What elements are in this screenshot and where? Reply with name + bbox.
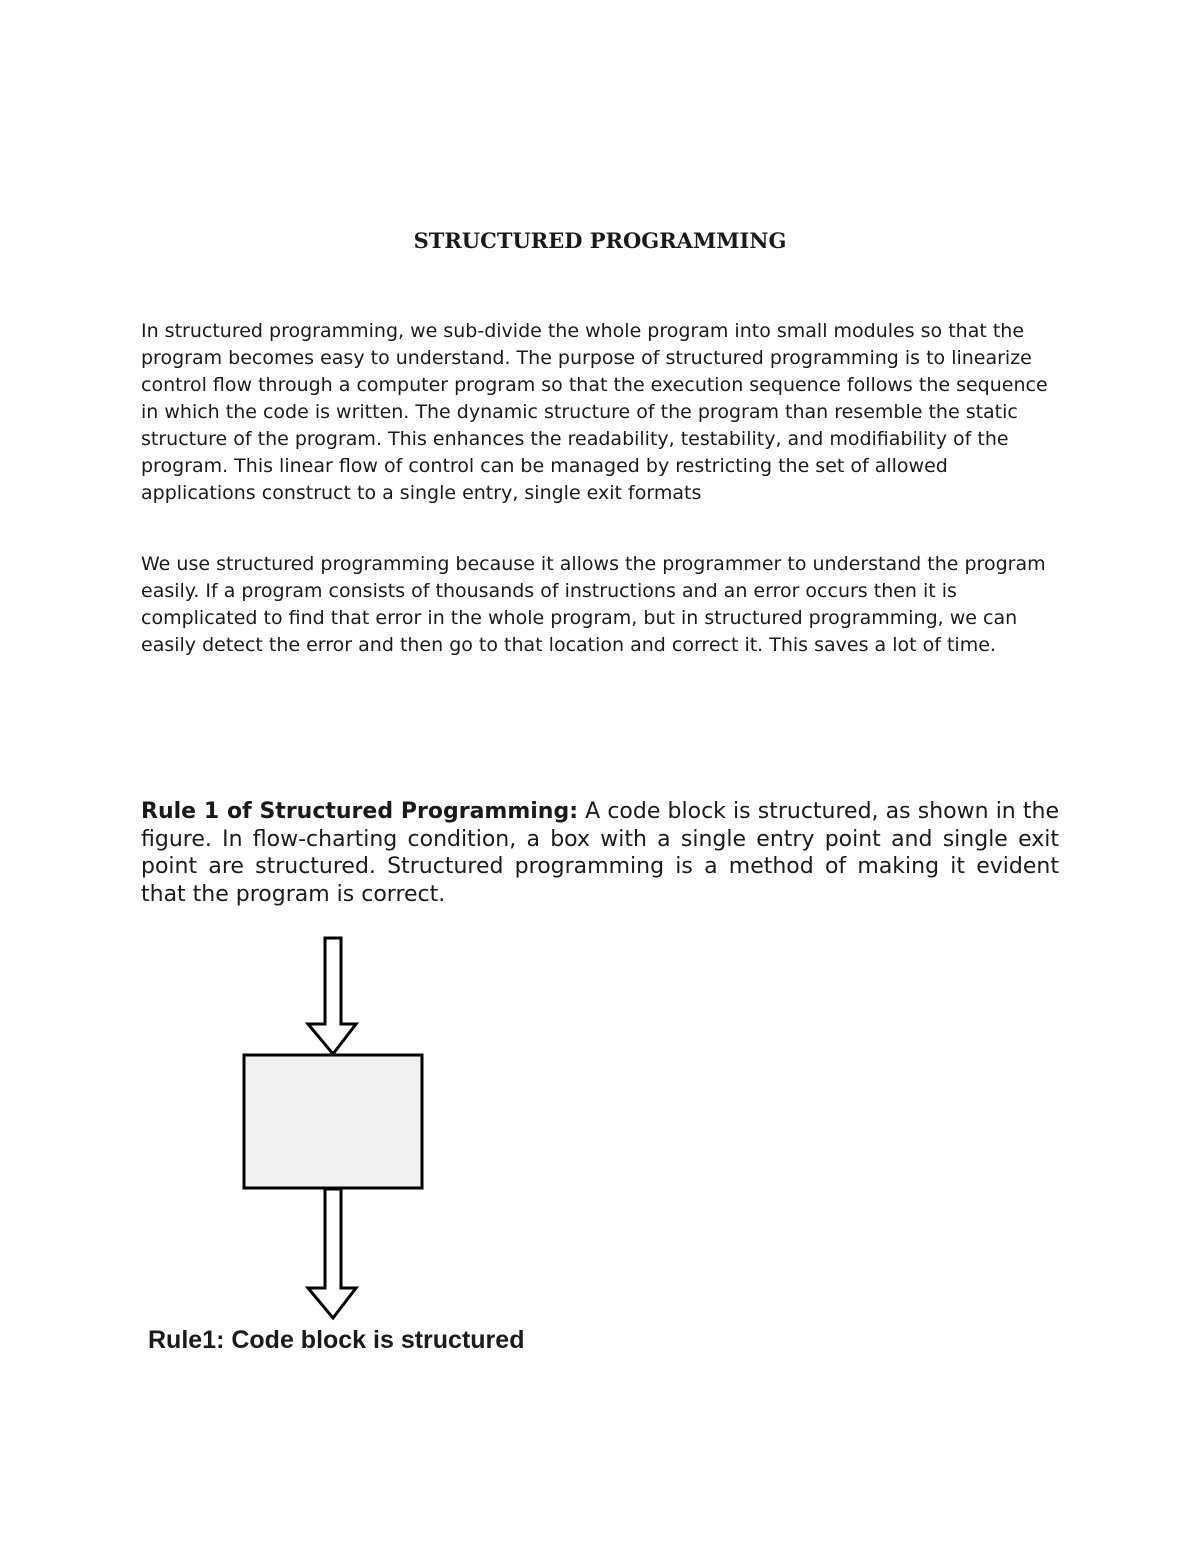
figure-caption: Rule1: Code block is structured [148, 1326, 525, 1354]
rule-1-text: A code block is structured, as shown in the figure. In flow-charting condition, a box with a single entry point and single exit point are structured. Structured programming is a method of making it evident that the program is correct. [141, 799, 1059, 907]
code-block-figure [140, 930, 580, 1370]
reason-paragraph: We use structured programming because it allows the programmer to understand the program easily. If a program consists of thousands of instructions and an error occurs then it is complicated to find that error in the whole program, but in structured programming, we can easily detect the error and then go to that location and correct it. This saves a lot of time. [141, 553, 1046, 656]
rule-1-paragraph [141, 798, 1059, 908]
rule-1-heading: Rule 1 of Structured Programming: [141, 799, 579, 824]
intro-paragraph: In structured programming, we sub-divide the whole program into small modules so that the program becomes easy to understand. The purpose of structured programming is to linearize control flow through a computer program so that the execution sequence follows the sequence in which the code is written. The dynamic structure of the program than resemble the static structure of the program. This enhances the readability, testability, and modifiability of the program. This linear flow of control can be managed by restricting the set of allowed applications construct to a single entry, single exit formats [141, 320, 1048, 504]
page-title: STRUCTURED PROGRAMMING [413, 228, 787, 253]
code-block-diagram [140, 930, 580, 1370]
code-block-box [244, 1055, 422, 1188]
exit-arrow [308, 1189, 356, 1318]
entry-arrow [308, 938, 356, 1054]
